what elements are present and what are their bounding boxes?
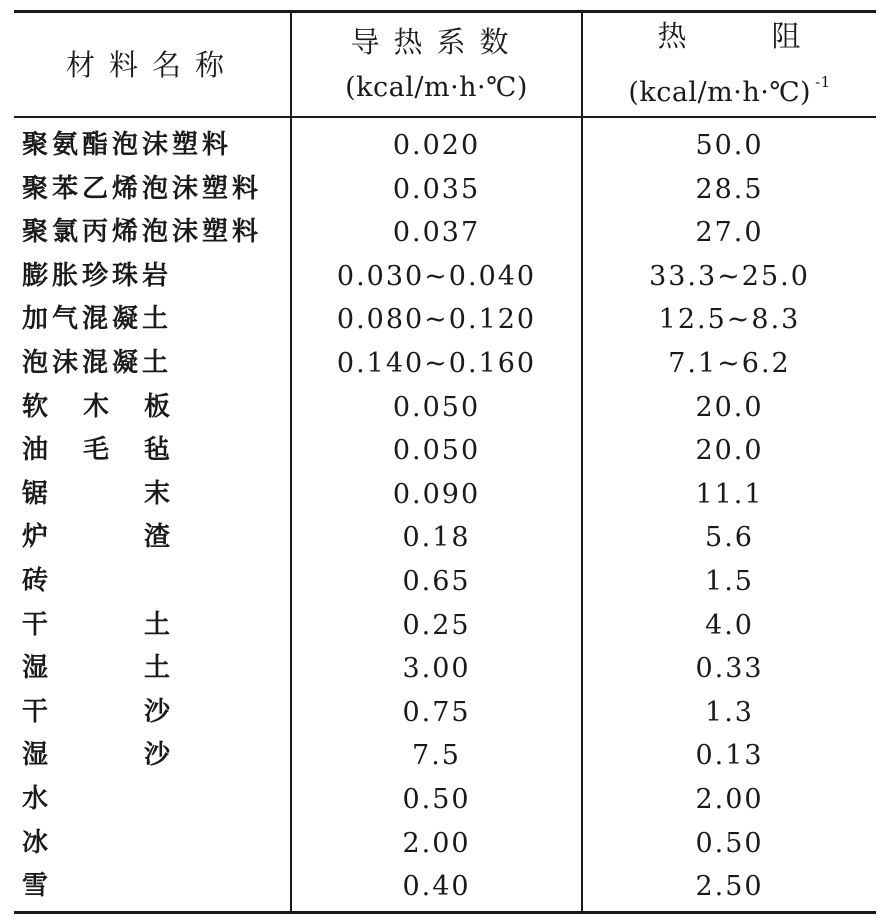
- table-row: [14, 734, 876, 778]
- resistance-cell: 4.0: [705, 609, 754, 641]
- material-name-glyph: 板: [143, 391, 170, 422]
- table-row: [14, 516, 876, 560]
- material-name-cell: [22, 604, 170, 648]
- conductivity-cell: 0.030~0.040: [336, 260, 537, 292]
- conductivity-cell: 0.140~0.160: [336, 347, 537, 379]
- table-row: [14, 342, 876, 386]
- conductivity-cell: 0.035: [392, 173, 481, 205]
- table-row: [14, 822, 876, 866]
- table-row: [14, 473, 876, 517]
- resistance-cell: 5.6: [705, 522, 754, 554]
- header-conductivity-title: 导热系数: [350, 24, 523, 59]
- resistance-cell: 27.0: [695, 217, 764, 249]
- conductivity-cell: 3.00: [402, 653, 471, 685]
- resistance-cell: 1.3: [705, 696, 754, 728]
- header-resistance-unit-exponent: -1: [815, 73, 831, 91]
- material-name-cell: [22, 691, 170, 735]
- material-name-glyph: 渣: [143, 522, 170, 553]
- material-name-cell: 加气混凝土: [22, 304, 173, 335]
- conductivity-cell: 0.050: [392, 391, 481, 423]
- header-resistance: [583, 13, 876, 116]
- resistance-cell: 12.5~8.3: [658, 304, 801, 336]
- table-row: [14, 429, 876, 473]
- material-name-glyph: 干: [22, 609, 49, 640]
- material-name-cell: 砖: [22, 565, 53, 596]
- resistance-cell: 2.50: [695, 871, 764, 903]
- header-conductivity-unit: (kcal/m·h·℃): [345, 71, 528, 103]
- conductivity-cell: 0.050: [392, 435, 481, 467]
- resistance-cell: 7.1~6.2: [668, 347, 791, 379]
- header-resistance-title-b: 阻: [771, 19, 802, 53]
- resistance-cell: 1.5: [705, 565, 754, 597]
- resistance-cell: 33.3~25.0: [649, 260, 810, 292]
- material-name-cell: [22, 734, 170, 778]
- table-body: [14, 124, 876, 909]
- header-material-name-label: 材料名称: [65, 47, 238, 82]
- resistance-cell: 20.0: [695, 391, 764, 423]
- header-resistance-unit: (kcal/m·h·℃): [628, 77, 812, 108]
- conductivity-cell: 0.65: [402, 565, 471, 597]
- resistance-cell: 0.13: [695, 740, 764, 772]
- resistance-cell: 28.5: [695, 173, 764, 205]
- table-row: [14, 778, 876, 822]
- table-row: [14, 211, 876, 255]
- table-row: [14, 604, 876, 648]
- material-name-cell: 雪: [22, 871, 53, 902]
- material-name-glyph: 油: [22, 435, 49, 466]
- material-name-cell: 聚苯乙烯泡沫塑料: [22, 173, 263, 204]
- table-header-rule: [14, 116, 876, 118]
- table-row: [14, 691, 876, 735]
- material-name-cell: [22, 386, 170, 430]
- material-name-cell: 冰: [22, 827, 53, 858]
- material-name-glyph: 湿: [22, 653, 49, 684]
- conductivity-cell: 0.037: [392, 217, 481, 249]
- table-row: [14, 865, 876, 909]
- table-row: [14, 298, 876, 342]
- material-name-cell: [22, 429, 170, 473]
- conductivity-cell: 0.50: [402, 783, 471, 815]
- material-name-cell: 聚氨酯泡沫塑料: [22, 130, 233, 160]
- header-material-name: [14, 13, 290, 116]
- table-row: [14, 124, 876, 168]
- material-name-glyph: 末: [143, 478, 170, 509]
- material-name-glyph: 土: [143, 653, 170, 684]
- resistance-cell: 11.1: [695, 478, 764, 510]
- resistance-cell: 2.00: [695, 783, 764, 815]
- resistance-cell: 50.0: [695, 130, 764, 161]
- conductivity-cell: 0.40: [402, 871, 471, 903]
- header-resistance-unit-wrap: [628, 59, 830, 116]
- conductivity-cell: 0.080~0.120: [336, 304, 537, 336]
- conductivity-cell: 0.090: [392, 478, 481, 510]
- resistance-cell: 0.33: [695, 653, 764, 685]
- table-row: [14, 255, 876, 299]
- material-name-glyph: 干: [22, 696, 49, 727]
- material-name-cell: 水: [22, 783, 53, 814]
- resistance-cell: 20.0: [695, 435, 764, 467]
- table-row: [14, 168, 876, 212]
- material-name-glyph: 毛: [82, 435, 109, 466]
- conductivity-cell: 0.020: [392, 130, 481, 161]
- material-name-cell: 膨胀珍珠岩: [22, 260, 173, 291]
- conductivity-cell: 0.18: [402, 522, 471, 554]
- material-name-glyph: 炉: [22, 522, 49, 553]
- table-row: [14, 560, 876, 604]
- table-bottom-rule: [14, 911, 876, 914]
- table-row: [14, 647, 876, 691]
- header-conductivity: [292, 13, 581, 116]
- conductivity-cell: 7.5: [412, 740, 461, 772]
- material-name-glyph: 湿: [22, 740, 49, 771]
- material-name-cell: 泡沫混凝土: [22, 347, 173, 378]
- material-name-cell: 聚氯丙烯泡沫塑料: [22, 217, 263, 248]
- table-row: [14, 386, 876, 430]
- material-name-glyph: 软: [22, 391, 49, 422]
- material-name-cell: [22, 473, 170, 517]
- conductivity-cell: 0.25: [402, 609, 471, 641]
- material-name-cell: [22, 647, 170, 691]
- resistance-cell: 0.50: [695, 827, 764, 859]
- material-name-glyph: 毡: [143, 435, 170, 466]
- material-name-cell: [22, 516, 170, 560]
- material-name-glyph: 锯: [22, 478, 49, 509]
- conductivity-cell: 2.00: [402, 827, 471, 859]
- material-name-glyph: 土: [143, 609, 170, 640]
- material-name-glyph: 沙: [143, 740, 170, 771]
- conductivity-cell: 0.75: [402, 696, 471, 728]
- header-resistance-title-a: 热: [657, 19, 688, 53]
- material-name-glyph: 木: [82, 391, 109, 422]
- header-resistance-title: [657, 13, 801, 59]
- material-name-glyph: 沙: [143, 696, 170, 727]
